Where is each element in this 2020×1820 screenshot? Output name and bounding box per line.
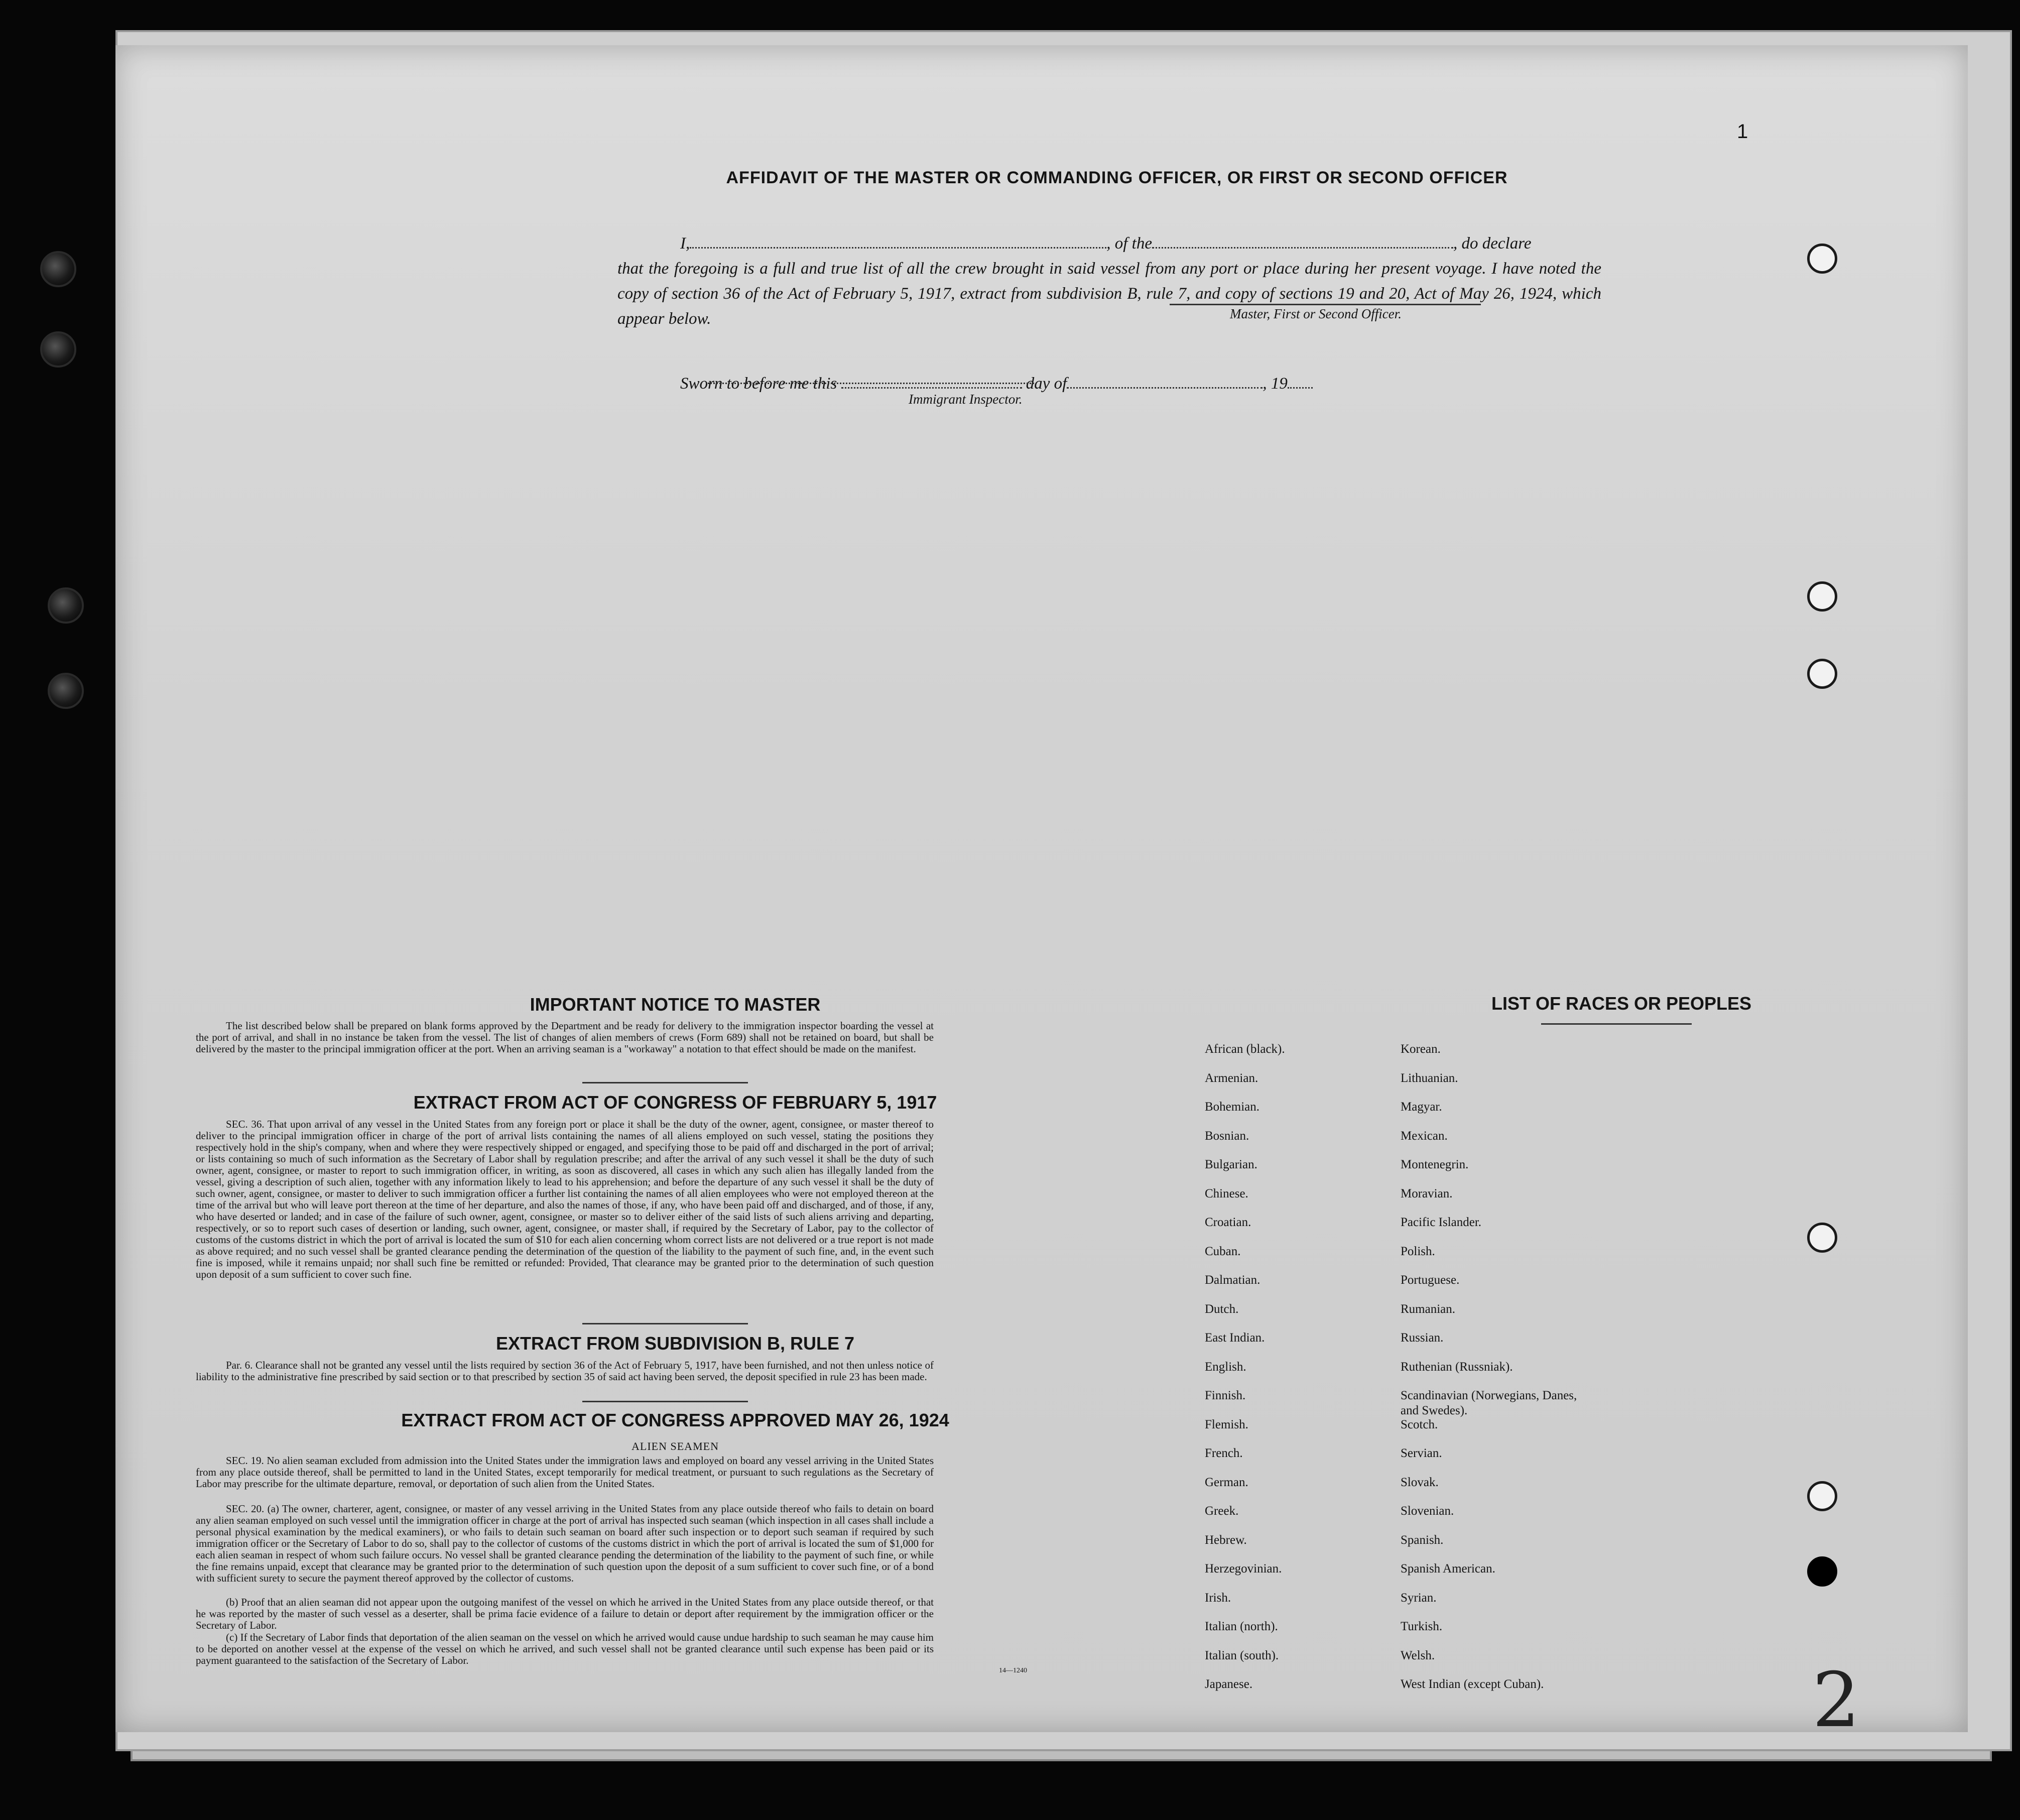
race-item: Syrian. [1401, 1591, 1437, 1605]
notice-title: IMPORTANT NOTICE TO MASTER [530, 994, 821, 1015]
race-item: Dutch. [1205, 1302, 1239, 1316]
race-item: Turkish. [1401, 1620, 1443, 1633]
form-number: 14—1240 [999, 1667, 1027, 1674]
race-item: Portuguese. [1401, 1273, 1460, 1287]
race-item: Finnish. [1205, 1389, 1246, 1402]
race-item: Russian. [1401, 1331, 1444, 1345]
extract-1924-title: EXTRACT FROM ACT OF CONGRESS APPROVED MAY 26, 1924 [401, 1410, 949, 1430]
affidavit-line1-start: I, [680, 234, 690, 253]
race-item: French. [1205, 1446, 1243, 1460]
race-item: Rumanian. [1401, 1302, 1456, 1316]
vessel-blank-field [1152, 234, 1453, 249]
race-item: Croatian. [1205, 1216, 1251, 1229]
handwritten-mark: 2 [1812, 1657, 1860, 1744]
sworn-start: Sworn to before me this [680, 375, 837, 393]
sworn-month-blank [1067, 374, 1262, 389]
section-19-text: SEC. 19. No alien seaman excluded from admission into the United States under the immigration laws and employed on board any vessel arriving in the United States from any place outside thereof, shall be permitted to land in the United States, except temporarily for medical treatment, or pursuant to such regulations as the Secretary of Labor may prescribe for the ultimate departure, removal, or deportation of such alien from the United States. [196, 1454, 934, 1490]
sworn-end: , 19 [1262, 375, 1288, 393]
race-item: Flemish. [1205, 1417, 1248, 1431]
binder-hole [40, 331, 76, 368]
race-item: Lithuanian. [1401, 1071, 1458, 1085]
race-item: Montenegrin. [1401, 1158, 1469, 1171]
affidavit-title: AFFIDAVIT OF THE MASTER OR COMMANDING OFFICER, OR FIRST OR SECOND OFFICER [726, 168, 1508, 187]
race-item: Italian (south). [1205, 1648, 1279, 1662]
section-20c-text: (c) If the Secretary of Labor finds that deportation of the alien seaman on the vessel on which he arrived would cause undue hardship to such seaman he may cause him to be deported on another vessel at the expense of the vessel on which he arrived, and such vessel shall not be granted clearance until such expense has been paid or its payment guaranteed to the satisfaction of the Secretary of Labor. [196, 1631, 934, 1666]
binder-ring-filled [1807, 1556, 1837, 1587]
race-item: Bosnian. [1205, 1129, 1249, 1143]
race-item: Polish. [1401, 1244, 1435, 1258]
race-item: Korean. [1401, 1042, 1441, 1056]
race-item: Ruthenian (Russniak). [1401, 1360, 1513, 1374]
binder-ring [1807, 1223, 1837, 1253]
race-item: Scandinavian (Norwegians, Danes, and Swedes). [1401, 1389, 1577, 1417]
binder-hole [48, 587, 84, 624]
race-item: Italian (north). [1205, 1620, 1278, 1633]
binder-ring [1807, 244, 1837, 274]
race-item: Magyar. [1401, 1100, 1442, 1114]
affidavit-line1-mid: , of the [1106, 234, 1152, 253]
race-item: Bohemian. [1205, 1100, 1260, 1114]
extract-1917-text: SEC. 36. That upon arrival of any vessel in the United States from any foreign port or place it shall be the duty of the owner, agent, consignee, or master thereof to deliver to the principal immigration officer in charge of the port of arrival lists containing the names of all aliens employed on such vessel, stating the positions they respectively hold in the ship's company, when and where they were respectively shipped or engaged, and specifying those to be paid off and discharged in the port of arrival; or lists containing so much of such information as the Secretary of Labor shall by regulation prescribe; and after the arrival of any such vessel it shall be the duty of such owner, agent, consignee, or master to report to such immigration officer, in writing, as soon as discovered, all cases in which any such alien has illegally landed from the vessel, giving a description of such alien, together with any information likely to lead to his apprehension; and before the departure of any such vessel it shall be the duty of such owner, agent, consignee, or master to deliver to such immigration officer a further list containing the names of all alien employees who were not employed thereon at the time of the arrival but who will leave port thereon at the time of her departure, and also the names of those, if any, who have been paid off and discharged, and of those, if any, who have deserted or landed; and in case of the failure of such owner, agent, consignee, or master so to deliver either of the said lists of such aliens arriving and departing, respectively, or so to report such cases of desertion or landing, such owner, agent, consignee, or master shall, if required by the Secretary of Labor, pay to the collector of customs of the customs district in which the port of arrival is located the sum of $10 for each alien concerning whom correct lists are not delivered or a true report is not made as above required; and no such vessel shall be granted clearance pending the determination of the question of the liability to the payment of such fine, and, in the event such fine is imposed, while it remains unpaid; nor shall such fine be remitted or refunded: Provided, That clearance may be granted prior to the determination of such question upon deposit of a sum sufficient to cover such fine. [196, 1118, 934, 1280]
inspector-label: Immigrant Inspector. [909, 392, 1023, 407]
affidavit-declaration: that the foregoing is a full and true list of all the crew brought in said vessel from any port or place during her present voyage. I have noted the copy of section 36 of the Act of February 5, 1917, extract from subdivision B, rule 7, and copy of sections 19 and 20, Act of May 26, 1924, which appear below. [617, 260, 1601, 328]
master-signature-line [1170, 304, 1481, 305]
extract-rule7-text: Par. 6. Clearance shall not be granted any vessel until the lists required by section 36 of the Act of February 5, 1917, have been furnished, and not then unless notice of liability to the administrative fine prescribed by said section or to that prescribed by section 35 of said act having been served, the deposit specified in rule 23 has been made. [196, 1359, 934, 1383]
race-item: Pacific Islander. [1401, 1216, 1482, 1229]
manifest-page [115, 45, 1968, 1744]
section-divider [582, 1401, 748, 1402]
race-item: Armenian. [1205, 1071, 1258, 1085]
binder-hole [40, 251, 76, 287]
master-signature-label: Master, First or Second Officer. [1230, 306, 1402, 321]
race-item: German. [1205, 1475, 1248, 1489]
section-divider [582, 1323, 748, 1324]
race-item: Servian. [1401, 1446, 1442, 1460]
sworn-mid: day of [1026, 375, 1067, 393]
races-title: LIST OF RACES OR PEOPLES [1491, 993, 1752, 1014]
binder-ring [1807, 1481, 1837, 1511]
race-item: Chinese. [1205, 1186, 1248, 1200]
race-item: Spanish American. [1401, 1562, 1495, 1575]
race-item: Welsh. [1401, 1648, 1435, 1662]
sworn-year-blank [1288, 374, 1313, 389]
race-item: Scotch. [1401, 1417, 1438, 1431]
page-number: 1 [1737, 120, 1748, 143]
extract-rule7-title: EXTRACT FROM SUBDIVISION B, RULE 7 [495, 1333, 855, 1354]
section-20b-text: (b) Proof that an alien seaman did not appear upon the outgoing manifest of the vessel on which he arrived in the United States from any place outside thereof, or that he was reported by the master of such vessel as a deserter, shall be prima facie evidence of a failure to detain or deport after requirement by the immigration officer or the Secretary of Labor. [196, 1596, 934, 1631]
race-item: Cuban. [1205, 1244, 1241, 1258]
race-item: Herzegovinian. [1205, 1562, 1282, 1575]
race-item: African (black). [1205, 1042, 1285, 1056]
name-blank-field [690, 234, 1106, 249]
race-item: West Indian (except Cuban). [1401, 1677, 1544, 1691]
inspector-signature-line [708, 383, 1034, 384]
races-divider [1541, 1023, 1692, 1025]
extract-1917-title: EXTRACT FROM ACT OF CONGRESS OF FEBRUARY 5, 1917 [413, 1092, 937, 1113]
binder-hole [48, 673, 84, 709]
affidavit-body [617, 231, 1601, 331]
race-item: English. [1205, 1360, 1246, 1374]
bleed-through-header [1270, 120, 1958, 152]
race-item: Spanish. [1401, 1533, 1444, 1547]
binder-ring [1807, 581, 1837, 612]
race-item: Slovak. [1401, 1475, 1439, 1489]
notice-text: The list described below shall be prepared on blank forms approved by the Department and be ready for delivery to the immigration inspector boarding the vessel at the port of arrival, and shall in no instance be taken from the vessel. The list of changes of alien members of crews (Form 689) shall not be retained on board, but shall be delivered by the master to the principal immigration officer at the port. When an arriving seaman is a "workaway" a notation to that effect should be made on the manifest. [196, 1020, 934, 1055]
sworn-day-blank [841, 374, 1022, 389]
race-item: Mexican. [1401, 1129, 1448, 1143]
race-item: Dalmatian. [1205, 1273, 1260, 1287]
race-item: Greek. [1205, 1504, 1239, 1518]
affidavit-line1-end: , do declare [1453, 234, 1532, 253]
binder-ring [1807, 659, 1837, 689]
section-20a-text: SEC. 20. (a) The owner, charterer, agent, consignee, or master of any vessel arriving in the United States from any place outside thereof who fails to detain on board any alien seaman employed on such vessel until the immigration officer in charge at the port of arrival has inspected such seaman (which inspection in all cases shall include a personal physical examination by the medical examiners), or who fails to detain such seaman on board after such inspection or to deport such seaman if required by such immigration officer or the Secretary of Labor to do so, shall pay to the collector of customs of the customs district in which the port of arrival is located the sum of $1,000 for each alien seaman in respect of whom such failure occurs. No vessel shall be granted clearance pending the determination of the liability to the payment of such fine, or while the fine remains unpaid, except that clearance may be granted prior to the determination of such question upon the deposit of a sum sufficient to cover such fine, or of a bond with sufficient surety to secure the payment thereof approved by the collector of customs. [196, 1503, 934, 1584]
race-item: Moravian. [1401, 1186, 1453, 1200]
race-item: Bulgarian. [1205, 1158, 1257, 1171]
race-item: Slovenian. [1401, 1504, 1454, 1518]
race-item: East Indian. [1205, 1331, 1265, 1345]
race-item: Hebrew. [1205, 1533, 1247, 1547]
race-item: Japanese. [1205, 1677, 1253, 1691]
race-item: Irish. [1205, 1591, 1231, 1605]
section-divider [582, 1082, 748, 1083]
alien-seamen-subtitle: ALIEN SEAMEN [632, 1440, 719, 1452]
